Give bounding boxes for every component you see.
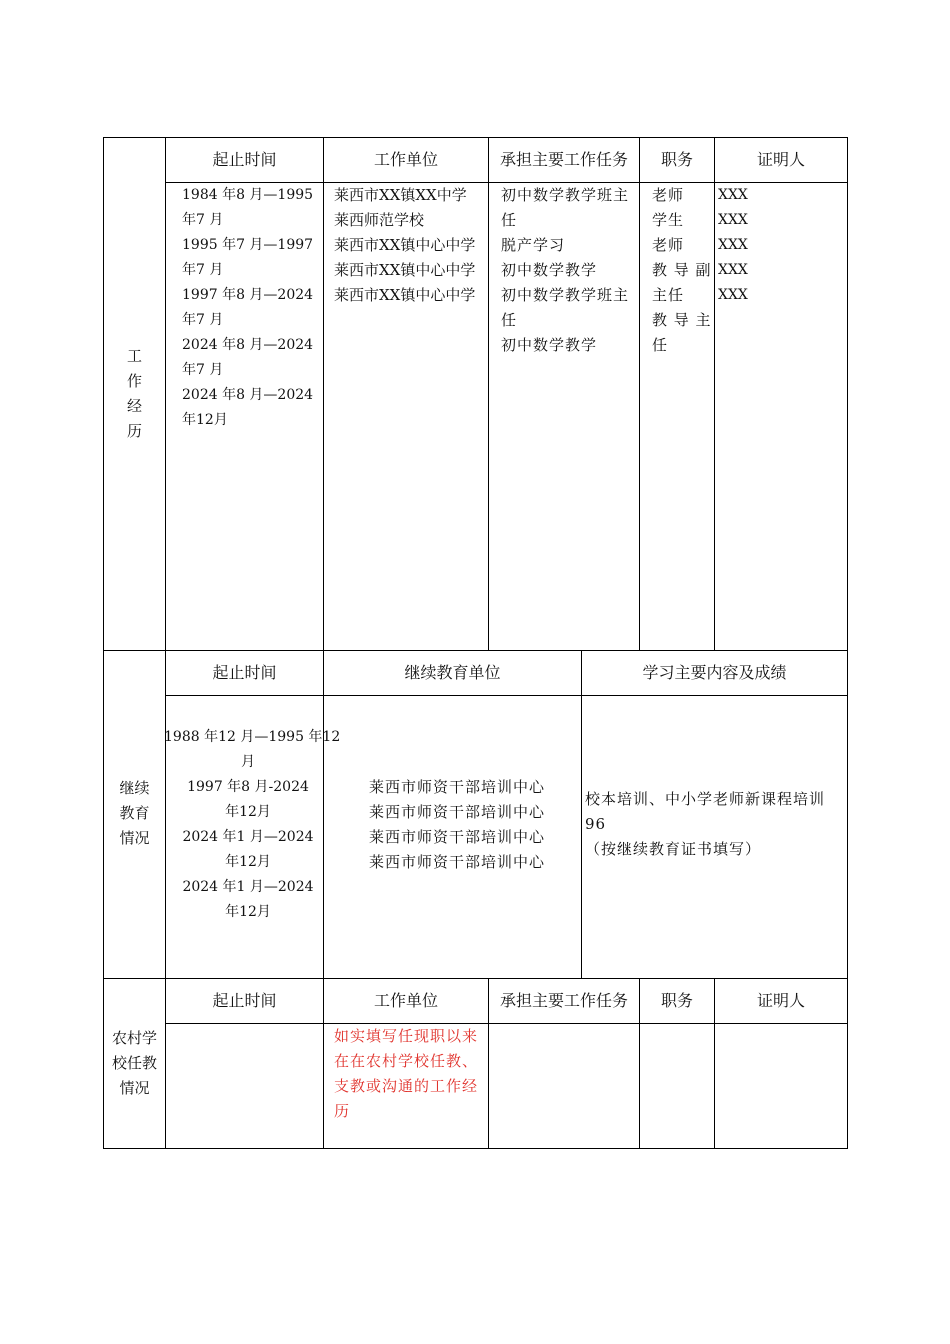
work-period-line: 1997 年8 月—2024 [182, 287, 314, 303]
education-header-content: 学习主要内容及成绩 [642, 663, 787, 682]
work-unit-line: 莱西市XX镇中心中学 [334, 286, 476, 304]
work-task-line: 初中数学教学 [501, 261, 598, 279]
work-witness-line: XXX [718, 237, 748, 253]
work-units [334, 183, 475, 308]
work-task-line: 初中数学教学 [501, 336, 598, 354]
rural-header-unit: 工作单位 [373, 991, 438, 1010]
work-task-line: 任 [501, 311, 518, 329]
rural-label-line: 农村学 [111, 1029, 157, 1047]
work-position-line: 教 导 主 [652, 311, 712, 329]
work-period-line: 年7 月 [182, 212, 224, 228]
work-section-label [104, 344, 165, 444]
education-period-line: 月 [241, 754, 255, 770]
rural-label-line: 校任教 [111, 1054, 157, 1072]
work-period-line: 年7 月 [182, 362, 224, 378]
work-task-line: 任 [501, 211, 518, 229]
work-position-line: 老师 [652, 236, 685, 254]
rural-header-divider [165, 1023, 848, 1024]
education-unit-line: 莱西市师资干部培训中心 [368, 803, 545, 821]
education-period-line: 2024 年1 月—2024 [182, 829, 314, 845]
work-unit-line: 莱西师范学校 [334, 211, 425, 229]
rural-header-task: 承担主要工作任务 [499, 991, 628, 1010]
work-period-line: 1984 年8 月—1995 [182, 187, 314, 203]
education-content [585, 787, 825, 862]
work-period-line: 年12月 [182, 412, 228, 428]
work-col-divider-1 [323, 137, 324, 650]
education-header-divider [165, 695, 848, 696]
work-header-period: 起止时间 [212, 150, 277, 169]
work-period-line: 1995 年7 月—1997 [182, 237, 314, 253]
education-label-line: 情况 [119, 829, 150, 847]
rural-instruction-note [334, 1024, 478, 1124]
rural-label-line: 情况 [119, 1079, 150, 1097]
table-right-border [847, 137, 848, 1149]
work-col-divider-4 [714, 137, 715, 650]
rural-header-position: 职务 [660, 991, 693, 1010]
education-header-period: 起止时间 [212, 663, 277, 682]
table-top-border [103, 137, 848, 138]
work-header-task: 承担主要工作任务 [499, 150, 628, 169]
work-tasks [501, 183, 629, 358]
rural-note-line: 如实填写任现职以来 [334, 1027, 479, 1045]
work-header-witness: 证明人 [756, 150, 805, 169]
work-position-line: 老师 [652, 186, 685, 204]
rural-note-line: 在在农村学校任教、 [334, 1052, 479, 1070]
work-label-line: 工 [126, 347, 142, 365]
work-label-line: 历 [126, 422, 142, 440]
education-label-line: 教育 [119, 804, 150, 822]
rural-header-period: 起止时间 [212, 991, 277, 1010]
education-unit-line: 莱西市师资干部培训中心 [368, 828, 545, 846]
work-label-line: 经 [126, 397, 142, 415]
education-unit-line: 莱西市师资干部培训中心 [368, 853, 545, 871]
rural-section-label [104, 1026, 165, 1101]
table-bottom-border [103, 1148, 848, 1149]
education-unit-line: 莱西市师资干部培训中心 [368, 778, 545, 796]
section-divider-education-rural [103, 978, 848, 979]
table-left-border [103, 137, 104, 1149]
work-position-line: 教 导 副 [652, 261, 712, 279]
education-content-line: 校本培训、中小学老师新课程培训 [585, 790, 826, 808]
work-header-position: 职务 [660, 150, 693, 169]
work-positions [652, 183, 712, 358]
work-period-line: 年7 月 [182, 312, 224, 328]
education-section-label [104, 776, 165, 851]
work-witness-line: XXX [718, 262, 748, 278]
work-position-line: 主任 [652, 286, 685, 304]
work-task-line: 脱产学习 [501, 236, 566, 254]
education-units [324, 775, 590, 875]
education-period-line: 2024 年1 月—2024 [182, 879, 314, 895]
work-period-line: 年7 月 [182, 262, 224, 278]
education-label-line: 继续 [119, 779, 150, 797]
education-header-unit: 继续教育单位 [404, 663, 501, 682]
work-period-line: 2024 年8 月—2024 [182, 337, 314, 353]
work-col-divider-3 [639, 137, 640, 650]
education-content-line: （按继续教育证书填写） [585, 840, 762, 858]
work-label-line: 作 [126, 372, 142, 390]
work-position-line: 任 [652, 336, 669, 354]
work-task-line: 初中数学教学班主 [501, 186, 630, 204]
education-periods [164, 725, 341, 925]
section-divider-work-education [103, 650, 848, 651]
work-unit-line: 莱西市XX镇中心中学 [334, 236, 476, 254]
work-periods [182, 183, 313, 433]
work-witness-line: XXX [718, 187, 748, 203]
work-witness-line: XXX [718, 212, 748, 228]
education-content-line: 96 [585, 815, 607, 833]
work-header-unit: 工作单位 [373, 150, 438, 169]
work-witness-line: XXX [718, 287, 748, 303]
education-period-line: 年12月 [225, 854, 271, 870]
rural-header-witness: 证明人 [756, 991, 805, 1010]
rural-note-line: 支教或沟通的工作经 [334, 1077, 479, 1095]
work-unit-line: 莱西市XX镇XX中学 [334, 186, 467, 204]
education-period-line: 1997 年8 月-2024 [187, 779, 309, 795]
education-period-line: 年12月 [225, 904, 271, 920]
work-col-divider-2 [488, 137, 489, 650]
education-period-line: 年12月 [225, 804, 271, 820]
rural-note-line: 历 [334, 1102, 351, 1120]
work-unit-line: 莱西市XX镇中心中学 [334, 261, 476, 279]
work-period-line: 2024 年8 月—2024 [182, 387, 314, 403]
work-position-line: 学生 [652, 211, 685, 229]
work-task-line: 初中数学教学班主 [501, 286, 630, 304]
education-period-line: 1988 年12 月—1995 年12 [164, 729, 341, 745]
work-witnesses [718, 183, 748, 308]
